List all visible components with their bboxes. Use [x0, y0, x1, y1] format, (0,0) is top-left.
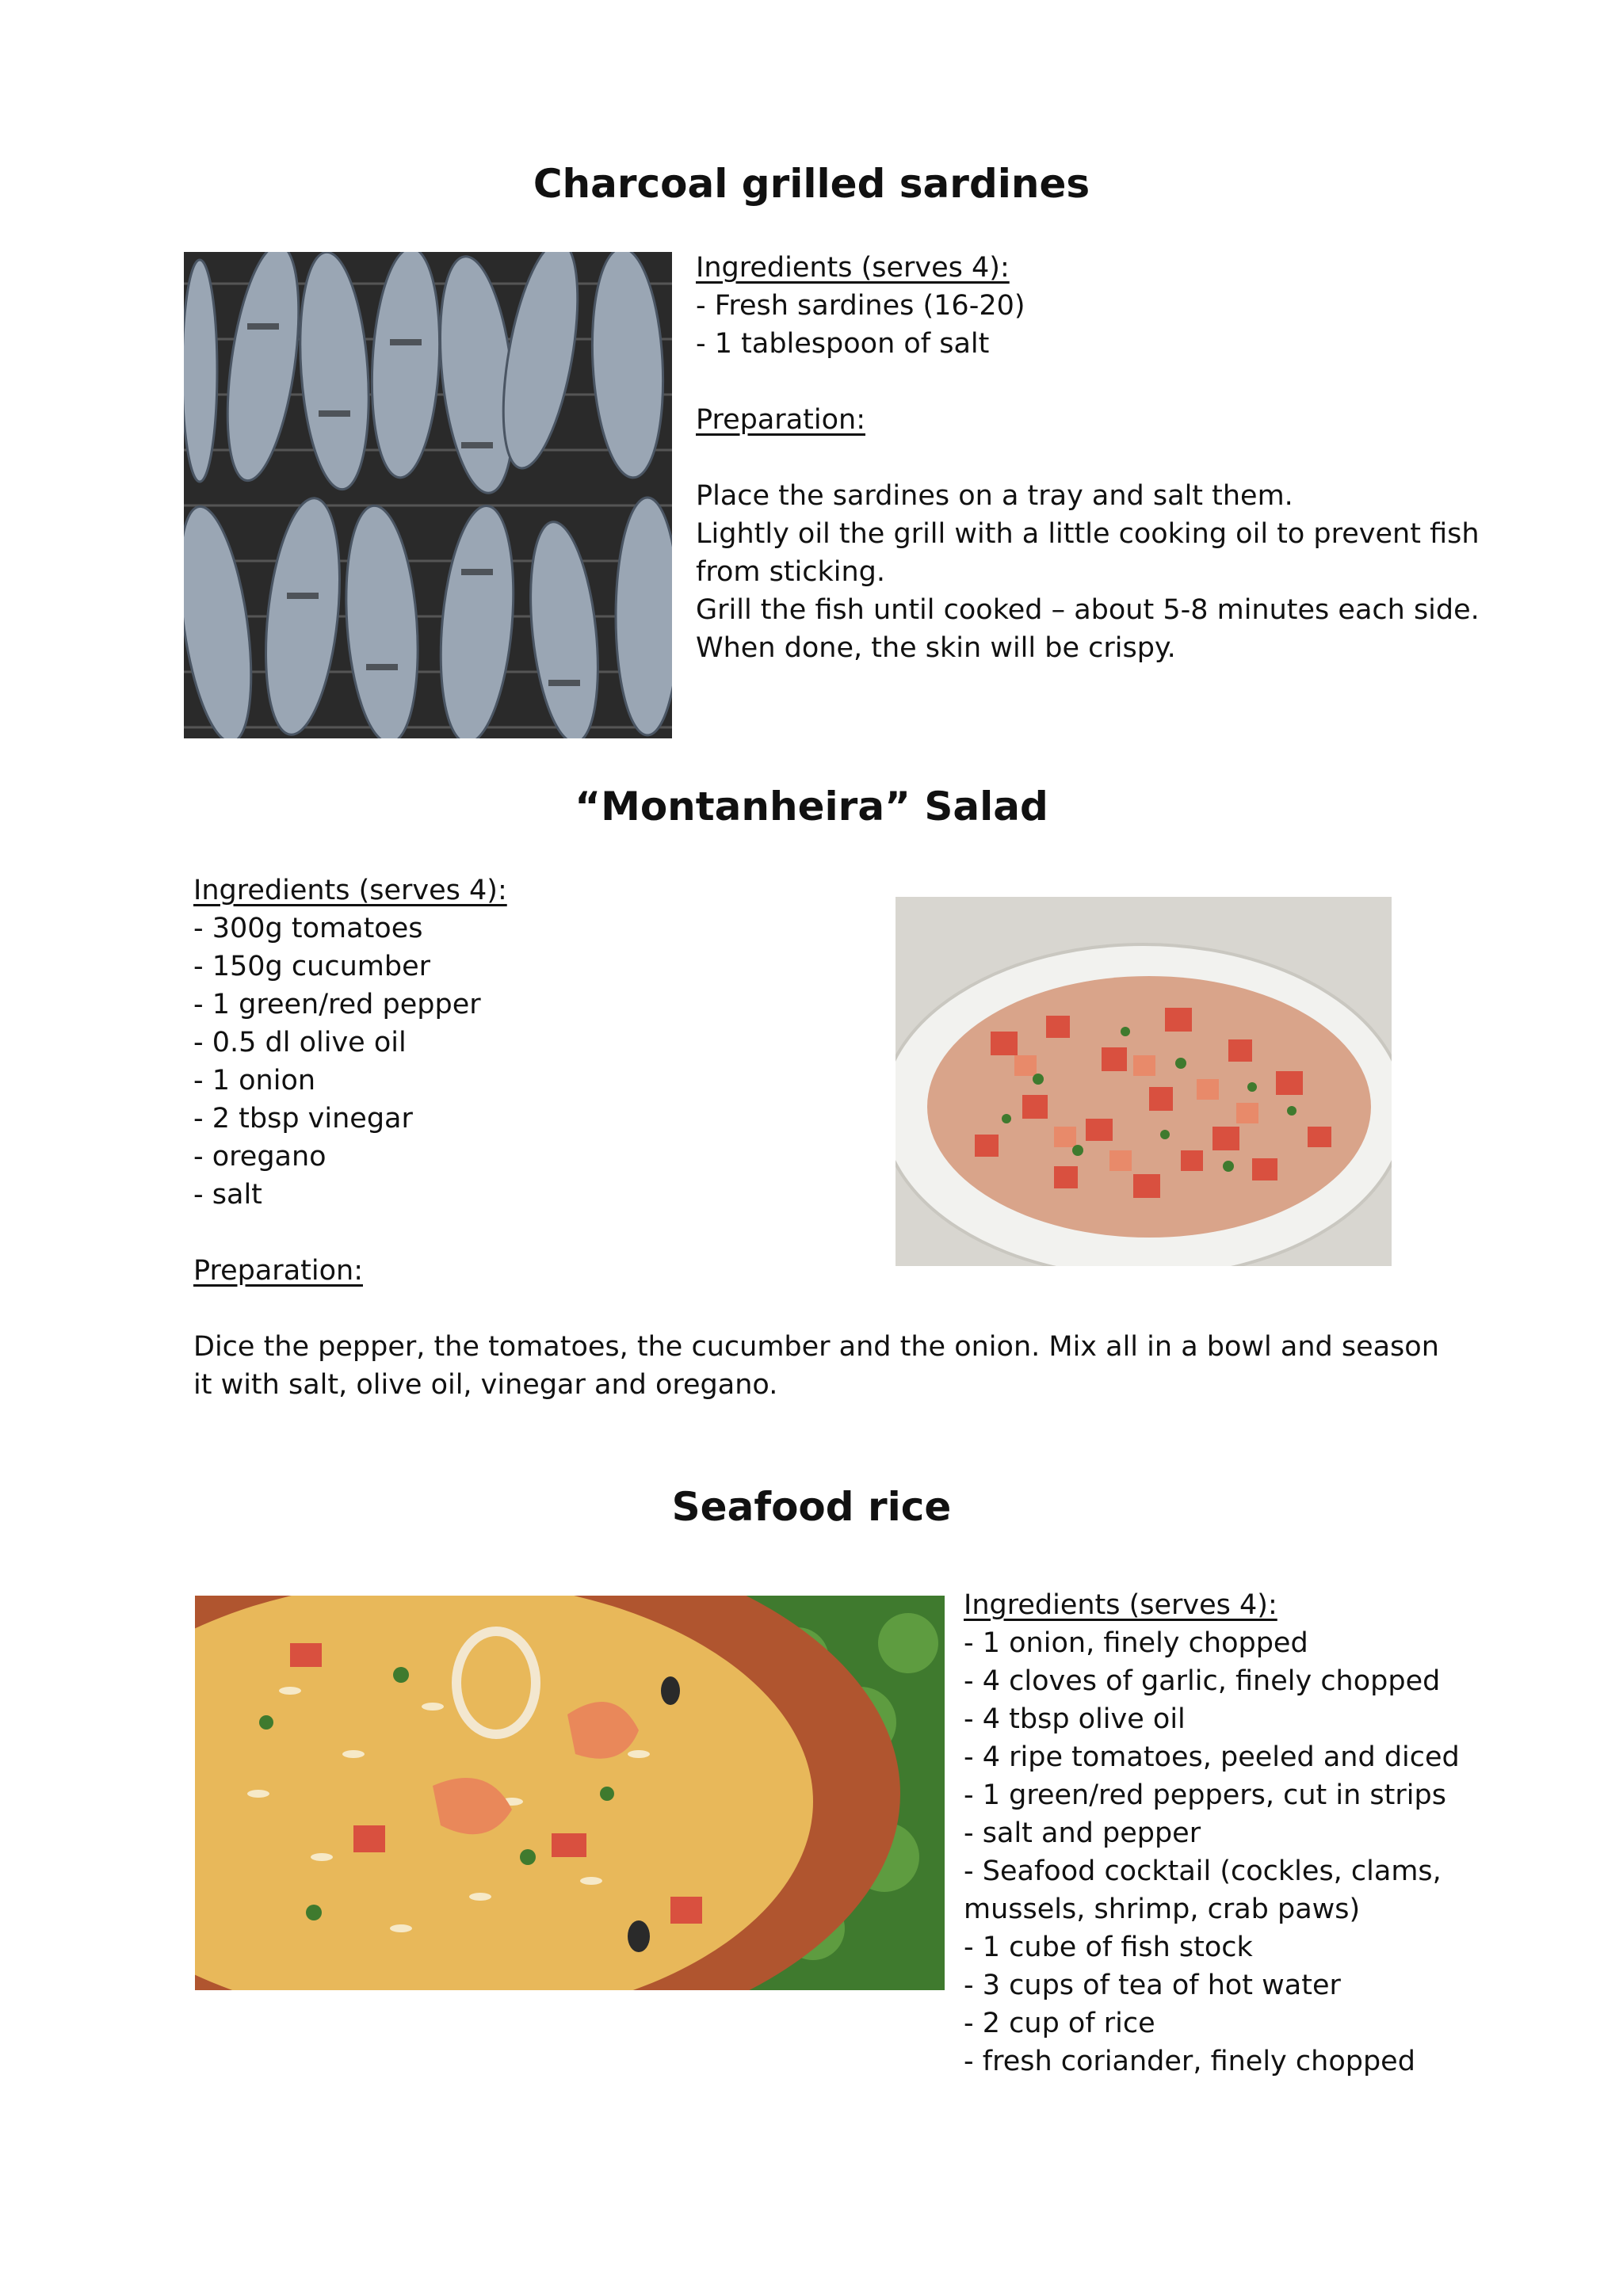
ingredient-item: - salt — [193, 1179, 262, 1211]
grilled-sardines-photo — [184, 252, 672, 738]
ingredient-item: - 4 cloves of garlic, finely chopped — [964, 1665, 1441, 1697]
ingredient-item: - fresh coriander, finely chopped — [964, 2046, 1415, 2077]
preparation-line: from sticking. — [696, 556, 886, 588]
spacer — [696, 439, 1504, 477]
spacer — [696, 363, 1504, 401]
preparation-line: Grill the fish until cooked – about 5-8 minutes each side. — [696, 594, 1480, 626]
ingredient-item: - 4 ripe tomatoes, peeled and diced — [964, 1741, 1460, 1773]
ingredients-heading: Ingredients (serves 4): — [193, 875, 507, 906]
ingredient-item: - 1 tablespoon of salt — [696, 328, 990, 360]
ingredient-item: mussels, shrimp, crab paws) — [964, 1894, 1361, 1925]
sardines-recipe-text — [696, 249, 1504, 667]
ingredient-item: - salt and pepper — [964, 1817, 1201, 1849]
preparation-line: When done, the skin will be crispy. — [696, 632, 1176, 664]
ingredient-item: - 2 tbsp vinegar — [193, 1103, 413, 1135]
salad-bowl-photo — [896, 897, 1392, 1266]
ingredients-heading: Ingredients (serves 4): — [964, 1589, 1277, 1621]
spacer — [193, 1214, 827, 1252]
ingredient-item: - Seafood cocktail (cockles, clams, — [964, 1855, 1442, 1887]
ingredient-item: - 1 cube of fish stock — [964, 1932, 1253, 1963]
ingredient-item: - 4 tbsp olive oil — [964, 1703, 1186, 1735]
ingredient-item: - oregano — [193, 1141, 327, 1173]
salad-ingredients — [193, 871, 827, 1290]
ingredient-item: - 1 onion — [193, 1065, 316, 1097]
preparation-line: Place the sardines on a tray and salt them. — [696, 480, 1293, 512]
salad-preparation-text: Dice the pepper, the tomatoes, the cucumber and the onion. Mix all in a bowl and season it with salt, olive oil, vinegar and oregano. — [193, 1331, 1439, 1401]
seafood-rice-ingredients — [964, 1586, 1518, 2081]
seafood-rice-photo — [195, 1596, 945, 1990]
preparation-line: Lightly oil the grill with a little cooking oil to prevent fish — [696, 518, 1480, 550]
ingredient-item: - 300g tomatoes — [193, 913, 423, 944]
recipe-title-salad: “Montanheira” Salad — [575, 784, 1048, 830]
ingredients-heading: Ingredients (serves 4): — [696, 252, 1010, 284]
ingredient-item: - Fresh sardines (16-20) — [696, 290, 1025, 322]
ingredient-item: - 1 onion, finely chopped — [964, 1627, 1308, 1659]
ingredient-item: - 1 green/red pepper — [193, 989, 481, 1020]
recipe-title-seafood-rice: Seafood rice — [671, 1484, 952, 1530]
ingredient-item: - 3 cups of tea of hot water — [964, 1970, 1341, 2001]
preparation-heading: Preparation: — [696, 404, 865, 436]
preparation-heading: Preparation: — [193, 1255, 363, 1287]
ingredient-item: - 2 cup of rice — [964, 2008, 1155, 2039]
ingredient-item: - 150g cucumber — [193, 951, 430, 982]
ingredient-item: - 1 green/red peppers, cut in strips — [964, 1779, 1446, 1811]
recipe-title-sardines: Charcoal grilled sardines — [533, 161, 1090, 207]
ingredient-item: - 0.5 dl olive oil — [193, 1027, 407, 1058]
